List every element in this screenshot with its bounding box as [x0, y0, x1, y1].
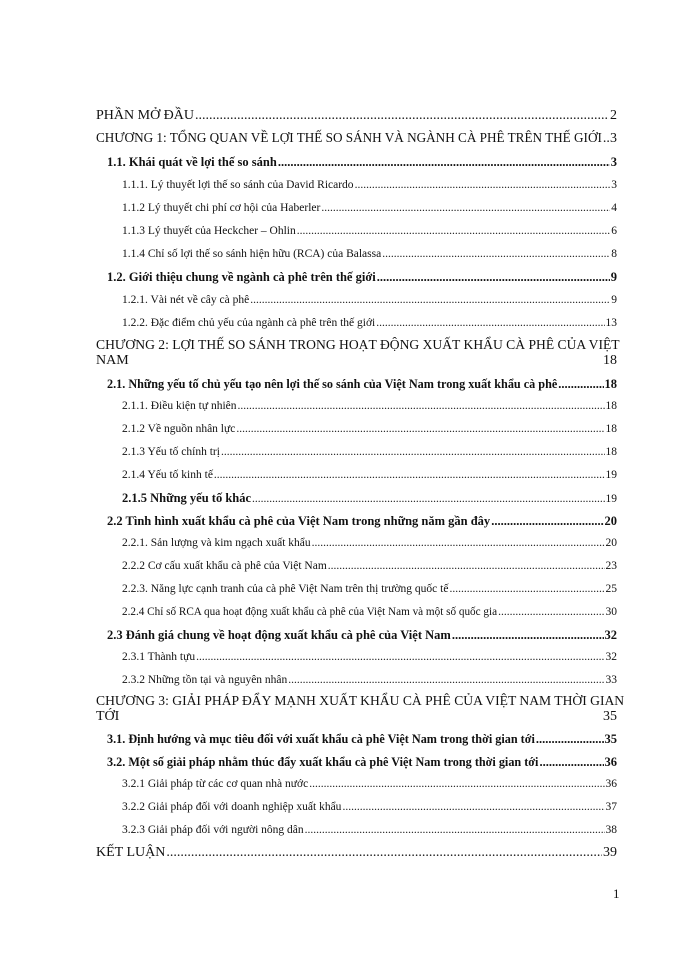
- toc-entry-page: 6: [611, 225, 617, 237]
- toc-entry-chapter-2-line1[interactable]: CHƯƠNG 2: LỢI THẾ SO SÁNH TRONG HOẠT ĐỘNG XUẤT KHẨU CÀ PHÊ CỦA VIỆT: [96, 337, 620, 352]
- toc-entry-2-2-3[interactable]: [122, 583, 617, 595]
- toc-entry-title: 2.2.4 Chỉ số RCA qua hoạt động xuất khẩu cà phê của Việt Nam và một số quốc gia: [122, 606, 498, 618]
- leader-dots: [558, 377, 603, 392]
- toc-entry-title: 2.1.3 Yếu tố chính trị: [122, 446, 220, 458]
- toc-entry-3-2-1[interactable]: [122, 778, 617, 790]
- toc-entry-2-3-1[interactable]: [122, 651, 617, 663]
- toc-entry-title: 2.2.3. Năng lực cạnh tranh của cà phê Việt Nam trên thị trường quốc tế: [122, 583, 449, 595]
- toc-entry-page: 2: [610, 108, 617, 123]
- toc-entry-title: 2.3.2 Những tồn tại và nguyên nhân: [122, 674, 288, 686]
- toc-entry-3-2[interactable]: [107, 755, 617, 770]
- leader-dots: [539, 755, 603, 770]
- toc-entry-1-1[interactable]: [107, 155, 617, 170]
- toc-entry-page: 4: [611, 202, 617, 214]
- toc-entry-2-1-1[interactable]: [122, 400, 617, 412]
- toc-entry-title: 1.1.4 Chỉ số lợi thế so sánh hiện hữu (RCA) của Balassa: [122, 248, 382, 260]
- toc-entry-title: 2.3.1 Thành tựu: [122, 651, 196, 663]
- toc-entry-page: 30: [605, 606, 617, 618]
- toc-entry-2-2-1[interactable]: [122, 537, 617, 549]
- leader-dots: [252, 493, 604, 505]
- toc-entry-page: 19: [605, 493, 617, 505]
- leader-dots: [376, 317, 604, 329]
- toc-entry-page: 39: [603, 845, 617, 860]
- toc-entry-1-1-2[interactable]: [122, 202, 617, 214]
- toc-entry-1-1-3[interactable]: [122, 225, 617, 237]
- toc-entry-1-2[interactable]: [107, 270, 617, 285]
- toc-entry-page: 36: [604, 755, 617, 769]
- toc-entry-2-1-4[interactable]: [122, 469, 617, 481]
- leader-dots: [536, 732, 604, 747]
- toc-entry-title: 3.1. Định hướng và mục tiêu đối với xuất khẩu cà phê Việt Nam trong thời gian tới: [107, 732, 535, 746]
- leader-dots: [452, 628, 604, 643]
- toc-entry-page: 19: [605, 469, 617, 481]
- toc-entry-title: 2.2.1. Sản lượng và kim ngạch xuất khẩu: [122, 537, 311, 549]
- leader-dots: [166, 845, 602, 861]
- toc-entry-2-2-4[interactable]: [122, 606, 617, 618]
- toc-entry-page: 8: [611, 248, 617, 260]
- toc-entry-1-1-4[interactable]: [122, 248, 617, 260]
- toc-entry-page: 18: [603, 353, 617, 368]
- leader-dots: [250, 294, 610, 306]
- toc-entry-page: 35: [603, 709, 617, 724]
- toc-entry-2-1-3[interactable]: [122, 446, 617, 458]
- toc-entry-title: 1.2.2. Đặc điểm chủ yếu của ngành cà phê trên thế giới: [122, 317, 376, 329]
- toc-entry-title: 1.1.3 Lý thuyết của Heckcher – Ohlin: [122, 225, 296, 237]
- toc-entry-page: 18: [604, 377, 617, 391]
- leader-dots: [328, 560, 605, 572]
- leader-dots: [498, 606, 604, 618]
- toc-entry-title: 1.1. Khái quát về lợi thế so sánh: [107, 155, 277, 169]
- toc-entry-1-2-2[interactable]: [122, 317, 617, 329]
- leader-dots: [236, 423, 604, 435]
- page-number: 1: [613, 886, 620, 901]
- toc-entry-intro[interactable]: [96, 108, 617, 124]
- toc-entry-title: 2.1.2 Về nguồn nhân lực: [122, 423, 236, 435]
- toc-entry-title: 1.1.2 Lý thuyết chi phí cơ hội của Haberler: [122, 202, 321, 214]
- toc-entry-1-1-1[interactable]: [122, 179, 617, 191]
- toc-entry-page: 3: [610, 131, 617, 146]
- toc-entry-chapter-2[interactable]: [96, 353, 617, 369]
- toc-entry-page: 3: [610, 155, 617, 169]
- toc-entry-title: 3.2.1 Giải pháp từ các cơ quan nhà nước: [122, 778, 309, 790]
- toc-entry-page: 13: [605, 317, 617, 329]
- leader-dots: [195, 108, 609, 124]
- toc-entry-title: 2.1.1. Điều kiện tự nhiên: [122, 400, 237, 412]
- toc-entry-page: 20: [605, 537, 617, 549]
- toc-entry-title: 2.3 Đánh giá chung về hoạt động xuất khẩu cà phê của Việt Nam: [107, 628, 451, 642]
- toc-entry-2-1[interactable]: [107, 377, 617, 392]
- toc-entry-title: 3.2.3 Giải pháp đối với người nông dân: [122, 824, 304, 836]
- toc-entry-title: KẾT LUẬN: [96, 845, 166, 860]
- toc-entry-2-3[interactable]: [107, 628, 617, 643]
- toc-entry-2-1-5[interactable]: [122, 491, 617, 506]
- toc-entry-page: 32: [605, 651, 617, 663]
- toc-entry-page: 25: [605, 583, 617, 595]
- leader-dots: [309, 778, 604, 790]
- toc-entry-title: 2.1.4 Yếu tố kinh tế: [122, 469, 213, 481]
- toc-entry-2-3-2[interactable]: [122, 674, 617, 686]
- toc-entry-title: 1.2. Giới thiệu chung về ngành cà phê trên thế giới: [107, 270, 376, 284]
- toc-entry-page: 33: [605, 674, 617, 686]
- leader-dots: [449, 583, 604, 595]
- toc-entry-title: TỚI: [96, 709, 120, 724]
- toc-entry-title: 3.2. Một số giải pháp nhằm thúc đẩy xuất khẩu cà phê Việt Nam trong thời gian tới: [107, 755, 539, 769]
- toc-entry-title: 2.1. Những yếu tố chủ yếu tạo nên lợi thế so sánh của Việt Nam trong xuất khẩu cà phê: [107, 377, 558, 391]
- leader-dots: [238, 400, 605, 412]
- toc-entry-3-2-2[interactable]: [122, 801, 617, 813]
- leader-dots: [297, 225, 611, 237]
- leader-dots: [214, 469, 605, 481]
- leader-dots: [305, 824, 605, 836]
- toc-entry-page: 20: [604, 514, 617, 528]
- toc-entry-chapter-3-line1[interactable]: CHƯƠNG 3: GIẢI PHÁP ĐẨY MẠNH XUẤT KHẨU CÀ PHÊ CỦA VIỆT NAM THỜI GIAN: [96, 693, 625, 708]
- toc-entry-page: 18: [605, 446, 617, 458]
- toc-entry-2-1-2[interactable]: [122, 423, 617, 435]
- toc-entry-1-2-1[interactable]: [122, 294, 617, 306]
- toc-entry-page: 3: [611, 179, 617, 191]
- leader-dots: [603, 131, 609, 147]
- toc-entry-conclusion[interactable]: [96, 845, 617, 861]
- toc-entry-2-2-2[interactable]: [122, 560, 617, 572]
- toc-entry-page: 38: [605, 824, 617, 836]
- toc-entry-page: 35: [604, 732, 617, 746]
- toc-entry-chapter-1[interactable]: [96, 130, 617, 147]
- leader-dots: [278, 155, 610, 170]
- toc-entry-page: 37: [605, 801, 617, 813]
- toc-entry-title: PHẦN MỞ ĐẦU: [96, 108, 195, 123]
- toc-entry-title: NAM: [96, 353, 129, 368]
- toc-entry-title: 1.2.1. Vài nét về cây cà phê: [122, 294, 250, 306]
- leader-dots: [288, 674, 604, 686]
- leader-dots: [355, 179, 611, 191]
- toc-entry-page: 18: [605, 423, 617, 435]
- leader-dots: [221, 446, 605, 458]
- toc-entry-title: 2.2.2 Cơ cấu xuất khẩu cà phê của Việt Nam: [122, 560, 327, 572]
- leader-dots: [382, 248, 610, 260]
- toc-entry-chapter-3[interactable]: [96, 709, 617, 725]
- leader-dots: [321, 202, 610, 214]
- leader-dots: [342, 801, 604, 813]
- toc-entry-title: CHƯƠNG 1: TỔNG QUAN VỀ LỢI THẾ SO SÁNH VÀ NGÀNH CÀ PHÊ TRÊN THẾ GIỚI: [96, 130, 602, 145]
- toc-entry-page: 36: [605, 778, 617, 790]
- toc-entry-title: 3.2.2 Giải pháp đối với doanh nghiệp xuất khẩu: [122, 801, 342, 813]
- toc-entry-page: 32: [604, 628, 617, 642]
- leader-dots: [312, 537, 605, 549]
- toc-entry-3-2-3[interactable]: [122, 824, 617, 836]
- toc-entry-page: 18: [605, 400, 617, 412]
- toc-entry-title: 2.2 Tình hình xuất khẩu cà phê của Việt Nam trong những năm gần đây: [107, 514, 491, 528]
- toc-entry-page: 9: [611, 294, 617, 306]
- toc-entry-title: 1.1.1. Lý thuyết lợi thế so sánh của David Ricardo: [122, 179, 354, 191]
- leader-dots: [377, 270, 610, 285]
- toc-entry-3-1[interactable]: [107, 732, 617, 747]
- leader-dots: [491, 514, 603, 529]
- toc-entry-title: 2.1.5 Những yếu tố khác: [122, 491, 252, 505]
- toc-entry-page: 9: [610, 270, 617, 284]
- toc-entry-2-2[interactable]: [107, 514, 617, 529]
- leader-dots: [196, 651, 604, 663]
- toc-entry-page: 23: [605, 560, 617, 572]
